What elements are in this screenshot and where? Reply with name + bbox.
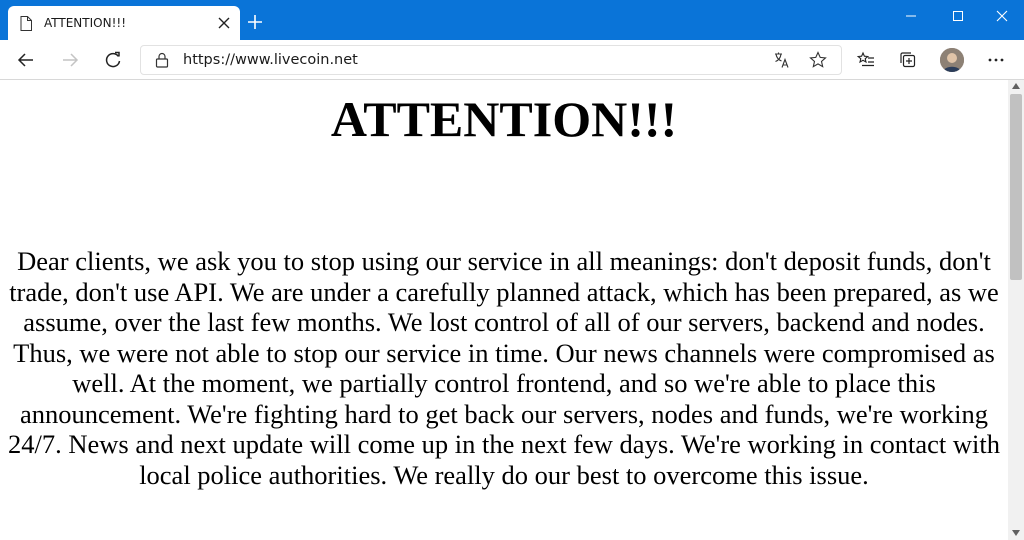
browser-toolbar <box>0 40 1024 80</box>
back-arrow-icon[interactable] <box>16 50 36 70</box>
page-content <box>0 80 1008 540</box>
profile-avatar[interactable] <box>940 48 964 72</box>
refresh-icon[interactable] <box>103 50 123 70</box>
browser-titlebar <box>0 0 1024 40</box>
maximize-icon[interactable] <box>950 8 966 24</box>
lock-icon[interactable] <box>155 52 169 68</box>
address-bar[interactable] <box>140 45 842 75</box>
close-tab-icon[interactable] <box>218 17 230 29</box>
url-text[interactable]: https://www.livecoin.net <box>183 52 358 68</box>
collections-icon[interactable] <box>898 50 918 70</box>
favorites-list-icon[interactable] <box>856 50 876 70</box>
translate-icon[interactable] <box>773 51 791 69</box>
minimize-icon[interactable] <box>903 8 919 24</box>
favorite-star-icon[interactable] <box>809 51 827 69</box>
scroll-down-arrow-icon[interactable] <box>1012 530 1020 536</box>
browser-tab[interactable] <box>8 6 240 40</box>
avatar-image <box>940 48 964 72</box>
forward-arrow-icon[interactable] <box>60 50 80 70</box>
scroll-up-arrow-icon[interactable] <box>1012 83 1020 89</box>
scroll-thumb[interactable] <box>1010 94 1022 280</box>
announcement-text: Dear clients, we ask you to stop using our service in all meanings: don't deposit funds, don't trade, don't use API. We are under a carefully planned attack, which has been prepared, as we assume, over the last few months. We lost control of all of our servers, backend and nodes. Thus, we were not able to stop our service in time. Our news channels were compromised as well. At the moment, we partially control frontend, and so we're able to place this announcement. We're fighting hard to get back our servers, nodes and funds, we're working 24/7. News and next update will come up in the next few days. We're working in contact with local police authorities. We really do our best to overcome this issue. <box>8 246 1000 490</box>
window-close-icon[interactable] <box>994 8 1010 24</box>
new-tab-icon[interactable] <box>248 15 262 29</box>
vertical-scrollbar[interactable] <box>1008 80 1024 540</box>
page-icon <box>20 16 32 31</box>
page-headline: ATTENTION!!! <box>330 91 678 147</box>
more-options-icon[interactable] <box>986 50 1006 70</box>
tab-title: ATTENTION!!! <box>44 16 127 30</box>
